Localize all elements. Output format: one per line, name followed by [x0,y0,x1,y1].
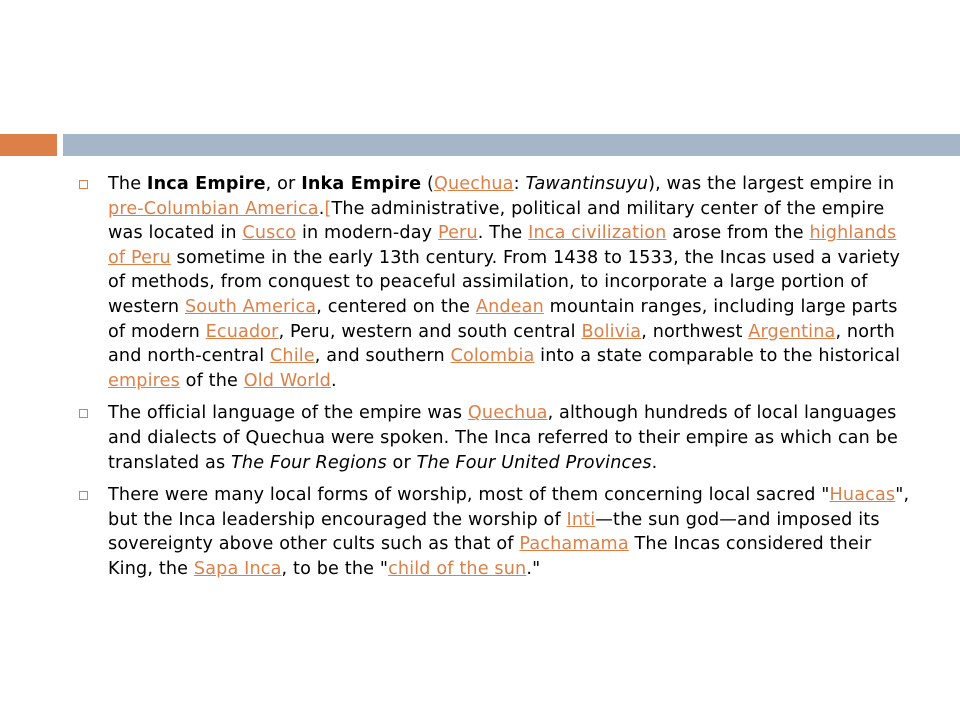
link-cusco[interactable]: Cusco [242,223,297,244]
italic-term: Tawantinsuyu [525,174,649,194]
text: ." [526,558,541,579]
text: in modern-day [296,223,438,244]
link-quechua[interactable]: Quechua [467,403,548,424]
bullet-paragraph-inca-empire [76,172,912,393]
link-inti[interactable]: Inti [566,509,596,530]
text: —the sun god—and imposed its sovereignty above other cults such as that of [108,509,880,555]
text: . [330,370,337,391]
bullet-paragraph-language [76,401,912,475]
link-old-world[interactable]: Old World [243,370,331,391]
link-sapa-inca[interactable]: Sapa Inca [193,558,282,579]
text: into a state comparable to the historical [534,346,901,367]
text: or [386,452,417,473]
text: , centered on the [316,296,476,317]
link-south-america[interactable]: South America [184,296,317,317]
title-accent-bar-orange [0,134,57,156]
link-huacas[interactable]: Huacas [829,485,896,506]
text: , or [265,174,302,194]
text: . The [477,223,529,244]
text: ( [421,174,434,194]
link-andean[interactable]: Andean [475,296,544,317]
text: , to be the " [281,558,389,579]
text: ", but the Inca leadership encouraged the worship of [108,485,910,530]
text: . [651,452,658,473]
text: The [108,174,147,194]
bullet-paragraph-worship [76,483,912,581]
link-peru[interactable]: Peru [437,223,478,244]
link-colombia[interactable]: Colombia [450,346,535,367]
link-pachamama[interactable]: Pachamama [519,534,629,555]
hollow-square-bullet-icon [79,409,88,418]
link-quechua[interactable]: Quechua [433,174,514,194]
title-accent-bar-blue [63,134,960,156]
italic-term: The Four Regions [231,452,387,473]
link-citation[interactable]: [ [324,198,332,219]
text: , north and north-central [108,321,895,367]
link-bolivia[interactable]: Bolivia [581,321,642,342]
bold-term: Inca Empire [146,174,266,194]
text: The official language of the empire was [108,403,468,424]
link-empires[interactable]: empires [108,370,180,391]
link-inca-civilization[interactable]: Inca civilization [528,223,667,244]
text: , although hundreds of local languages and dialects of Quechua were spoken. The Inca referred to their empire as which can be translated as [108,403,898,473]
link-child-of-the-sun[interactable]: child of the sun [388,558,527,579]
text: , Peru, western and south central [278,321,582,342]
slide-content [76,172,912,590]
link-chile[interactable]: Chile [269,346,315,367]
text: The Incas considered their King, the [108,534,872,579]
text: , and southern [314,346,451,367]
hollow-square-bullet-icon [79,491,88,500]
italic-term: The Four United Provinces [416,452,652,473]
link-pre-columbian-america[interactable]: pre-Columbian America [108,198,319,219]
text: : [513,174,526,194]
text: ), was the largest empire in [648,174,895,194]
link-argentina[interactable]: Argentina [748,321,836,342]
link-ecuador[interactable]: Ecuador [205,321,279,342]
text: arose from the [666,223,810,244]
link-highlands-of-peru[interactable]: highlands of Peru [108,223,897,268]
text: sometime in the early 13th century. From 1438 to 1533, the Incas used a variety of methods, from conquest to peaceful assimilation, to incorporate a large portion of western [108,247,901,317]
hollow-square-bullet-icon [79,180,88,189]
text: , northwest [641,321,749,342]
text: of the [179,370,244,391]
text: mountain ranges, including large parts of modern [108,296,898,342]
text: There were many local forms of worship, most of them concerning local sacred " [108,485,830,506]
bold-term: Inka Empire [301,174,422,194]
text: . [318,198,325,219]
text: The administrative, political and military center of the empire was located in [108,198,885,244]
